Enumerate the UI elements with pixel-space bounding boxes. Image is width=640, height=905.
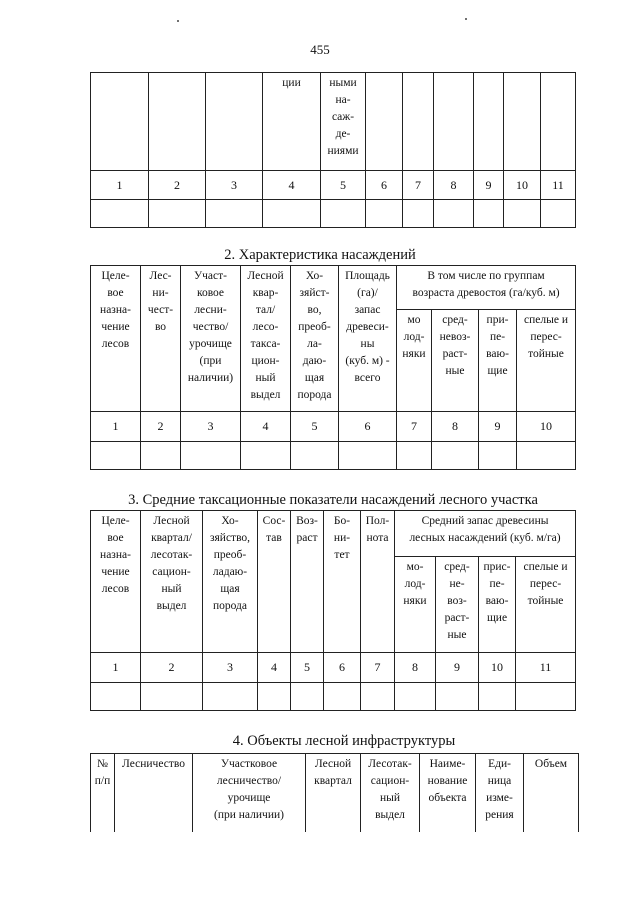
subheader-cell: спелые и перес- тойные (517, 310, 576, 412)
empty-cell (291, 683, 324, 711)
header-cell: Участковое лесничество/ урочище (при наличии) (193, 754, 306, 832)
empty-cell (324, 683, 361, 711)
section-title-2: 2. Характеристика насаждений (224, 247, 416, 263)
subheader-cell: при- пе- ваю- щие (479, 310, 517, 412)
empty-cell (181, 442, 241, 470)
header-cell (403, 73, 434, 171)
column-number-row (91, 412, 576, 442)
header-cell (541, 73, 576, 171)
column-number: 1 (91, 171, 149, 200)
column-number: 9 (474, 171, 504, 200)
subheader-cell: мо лод- няки (397, 310, 432, 412)
header-cell: Сос- тав (258, 511, 291, 653)
header-cell: Лесотак- сацион- ный выдел (361, 754, 420, 832)
column-number: 1 (91, 653, 141, 683)
empty-cell (436, 683, 479, 711)
header-cell: Воз- раст (291, 511, 324, 653)
empty-data-row (91, 442, 576, 470)
empty-cell (149, 200, 206, 228)
column-number-row (91, 171, 576, 200)
empty-cell (479, 683, 516, 711)
column-number: 7 (403, 171, 434, 200)
header-cell: Лесной квар- тал/ лесо- такса- цион- ный выдел (241, 266, 291, 412)
empty-cell (241, 442, 291, 470)
column-number: 10 (517, 412, 576, 442)
empty-cell (321, 200, 366, 228)
table-header-row (91, 754, 579, 832)
table-header-row (91, 73, 576, 171)
column-number: 8 (395, 653, 436, 683)
column-number: 3 (203, 653, 258, 683)
empty-cell (517, 442, 576, 470)
empty-cell (291, 442, 339, 470)
column-number: 1 (91, 412, 141, 442)
column-number: 4 (258, 653, 291, 683)
header-cell (434, 73, 474, 171)
subheader-cell: сред- невоз- раст- ные (432, 310, 479, 412)
column-number: 5 (321, 171, 366, 200)
empty-cell (91, 442, 141, 470)
column-number: 3 (181, 412, 241, 442)
header-cell: Целе- вое назна- чение лесов (91, 511, 141, 653)
header-cell: Еди- ница изме- рения (476, 754, 524, 832)
empty-cell (432, 442, 479, 470)
header-cell (474, 73, 504, 171)
group-header-cell: В том числе по группам возраста древостоя (га/куб. м) (397, 266, 576, 310)
header-cell (366, 73, 403, 171)
column-number: 11 (541, 171, 576, 200)
empty-cell (141, 683, 203, 711)
column-number-row (91, 653, 576, 683)
header-cell (91, 73, 149, 171)
header-cell (206, 73, 263, 171)
empty-cell (366, 200, 403, 228)
group-header-cell: Средний запас древесины лесных насаждений (куб. м/га) (395, 511, 576, 557)
empty-cell (339, 442, 397, 470)
empty-cell (203, 683, 258, 711)
column-number: 5 (291, 653, 324, 683)
column-number: 10 (504, 171, 541, 200)
header-cell: Лесной квартал/ лесотак- сацион- ный выдел (141, 511, 203, 653)
column-number: 2 (149, 171, 206, 200)
header-cell (149, 73, 206, 171)
table-continuation (90, 72, 576, 228)
empty-cell (504, 200, 541, 228)
column-number: 4 (241, 412, 291, 442)
empty-cell (403, 200, 434, 228)
table-header-row (91, 266, 576, 310)
column-number: 2 (141, 412, 181, 442)
column-number: 7 (361, 653, 395, 683)
table-header-row (91, 511, 576, 557)
empty-cell (434, 200, 474, 228)
column-number: 9 (436, 653, 479, 683)
subheader-cell: мо- лод- няки (395, 557, 436, 653)
empty-cell (361, 683, 395, 711)
subheader-cell: сред- не- воз- раст- ные (436, 557, 479, 653)
section-title-3: 3. Средние таксационные показатели насаждений лесного участка (128, 492, 538, 508)
empty-data-row (91, 683, 576, 711)
subheader-cell: спелые и перес- тойные (516, 557, 576, 653)
scan-speck (177, 20, 179, 22)
header-cell: Наиме- нование объекта (420, 754, 476, 832)
header-cell: Целе- вое назна- чение лесов (91, 266, 141, 412)
empty-cell (395, 683, 436, 711)
header-cell: Участ- ковое лесни- чество/ урочище (при наличии) (181, 266, 241, 412)
header-cell: Лес- ни- чест- во (141, 266, 181, 412)
column-number: 4 (263, 171, 321, 200)
header-cell: Лесничество (115, 754, 193, 832)
page-number: 455 (310, 42, 330, 57)
column-number: 6 (324, 653, 361, 683)
header-cell: ции (263, 73, 321, 171)
scan-speck (465, 18, 467, 20)
empty-cell (258, 683, 291, 711)
header-cell: Хо- зяйст- во, преоб- ла- даю- щая порода (291, 266, 339, 412)
column-number: 2 (141, 653, 203, 683)
header-cell: ными на- саж- де- ниями (321, 73, 366, 171)
subheader-cell: прис- пе- ваю- щие (479, 557, 516, 653)
column-number: 9 (479, 412, 517, 442)
empty-cell (206, 200, 263, 228)
header-cell: Пол- нота (361, 511, 395, 653)
table-mean-inventory-indicators (90, 510, 576, 711)
empty-cell (479, 442, 517, 470)
empty-cell (263, 200, 321, 228)
section-title-4: 4. Объекты лесной инфраструктуры (232, 733, 456, 749)
empty-data-row (91, 200, 576, 228)
empty-cell (397, 442, 432, 470)
header-cell: Хо- зяйство, преоб- ладаю- щая порода (203, 511, 258, 653)
header-cell: Лесной квартал (306, 754, 361, 832)
header-cell: Бо- ни- тет (324, 511, 361, 653)
empty-cell (91, 200, 149, 228)
column-number: 6 (366, 171, 403, 200)
column-number: 11 (516, 653, 576, 683)
empty-cell (516, 683, 576, 711)
column-number: 3 (206, 171, 263, 200)
column-number: 5 (291, 412, 339, 442)
column-number: 7 (397, 412, 432, 442)
column-number: 8 (434, 171, 474, 200)
table-stand-characteristics (90, 265, 576, 470)
column-number: 8 (432, 412, 479, 442)
header-cell: № п/п (91, 754, 115, 832)
table-forest-infrastructure (90, 753, 579, 832)
header-cell: Объем (524, 754, 579, 832)
header-cell: Площадь (га)/ запас древеси- ны (куб. м) - всего (339, 266, 397, 412)
column-number: 6 (339, 412, 397, 442)
column-number: 10 (479, 653, 516, 683)
empty-cell (91, 683, 141, 711)
empty-cell (474, 200, 504, 228)
empty-cell (541, 200, 576, 228)
header-cell (504, 73, 541, 171)
empty-cell (141, 442, 181, 470)
